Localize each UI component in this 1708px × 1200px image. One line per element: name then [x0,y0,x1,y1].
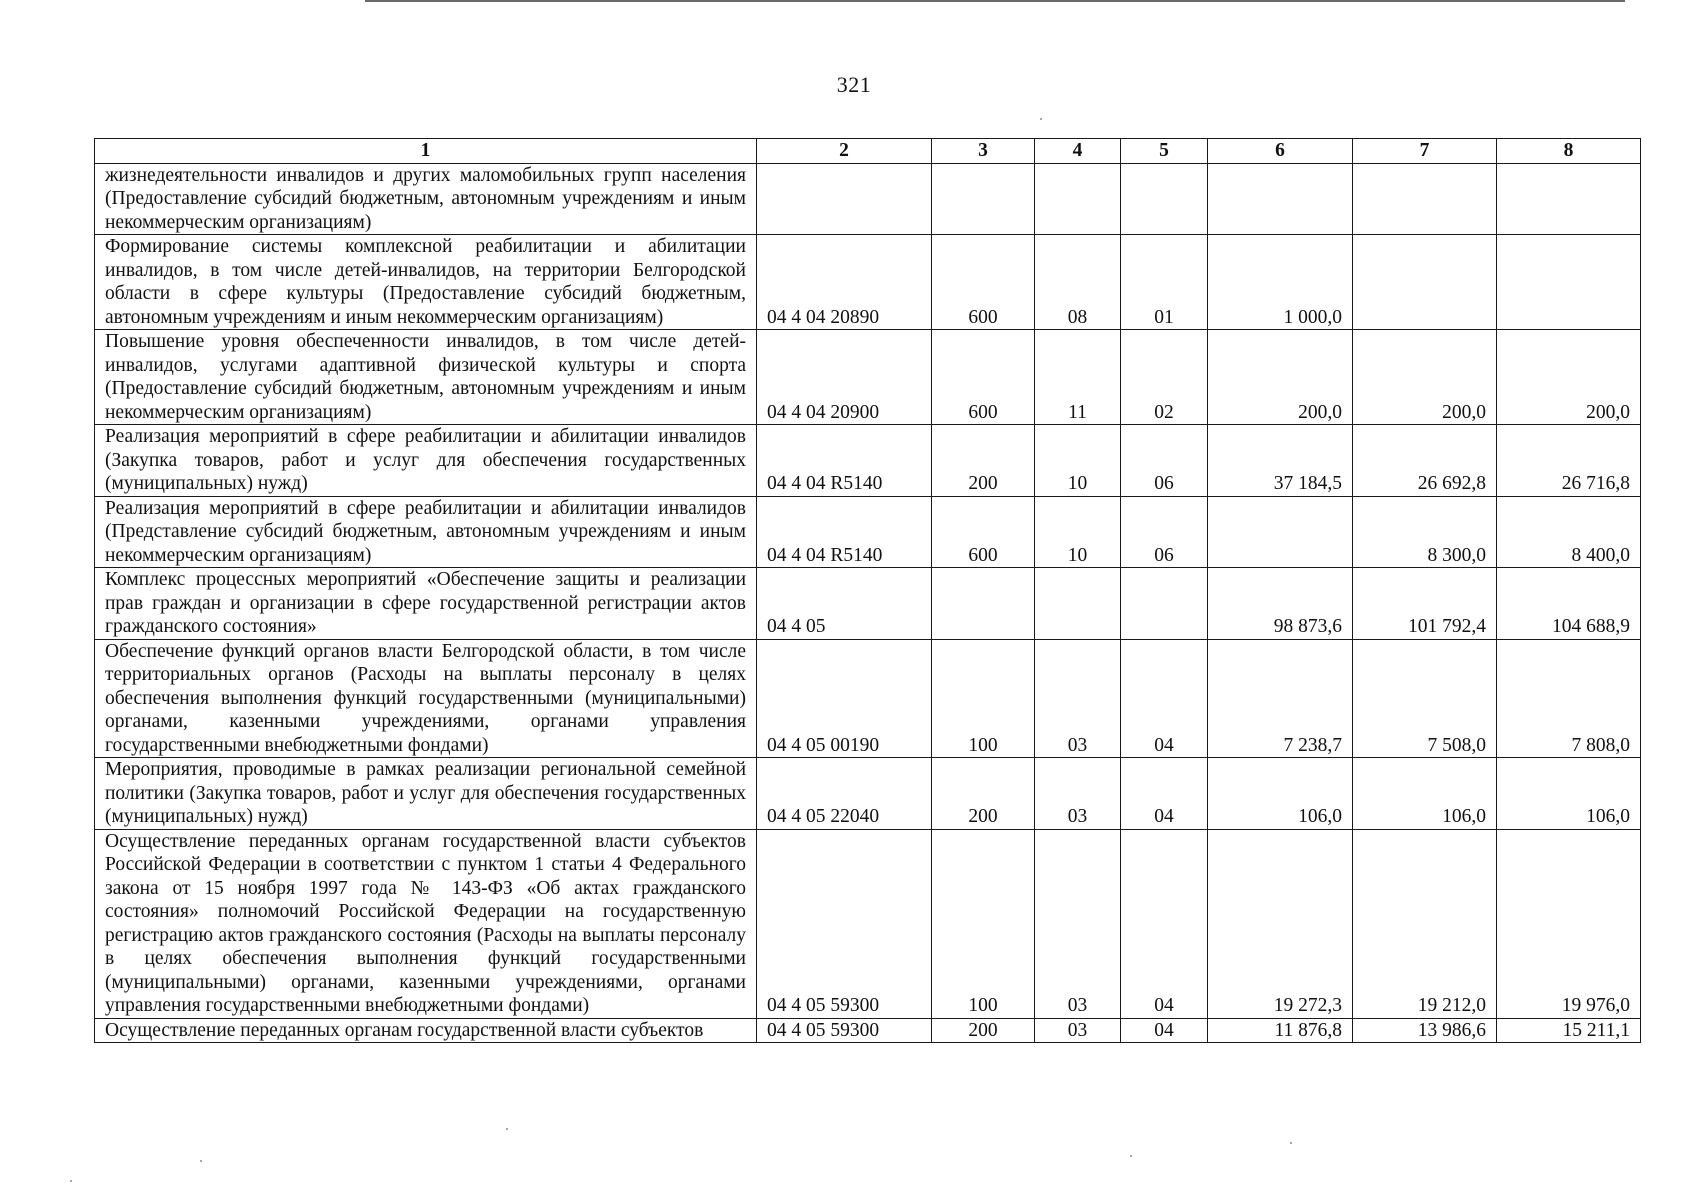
header-cell-4: 4 [1035,139,1121,164]
page-number: 321 [836,72,872,97]
table-row [95,829,1641,1018]
row-subsection: 04 [1121,829,1208,1018]
table-row [95,496,1641,568]
row-amount-col6: 37 184,5 [1208,425,1353,497]
header-cell-7: 7 [1353,139,1497,164]
row-classification-code: 04 4 04 20900 [757,330,932,425]
header-cell-2: 2 [757,139,932,164]
row-amount-col7: 101 792,4 [1353,568,1497,640]
row-amount-col7: 13 986,6 [1353,1018,1497,1043]
row-section [1035,568,1121,640]
row-expense-type: 600 [932,235,1035,330]
header-row [95,139,1641,164]
row-subsection: 01 [1121,235,1208,330]
row-amount-col7 [1353,235,1497,330]
table-row [95,639,1641,758]
scan-speck [1130,1155,1132,1157]
row-section: 03 [1035,758,1121,830]
row-subsection: 04 [1121,1018,1208,1043]
row-subsection: 06 [1121,425,1208,497]
row-amount-col7 [1353,163,1497,235]
row-amount-col6: 19 272,3 [1208,829,1353,1018]
row-classification-code [757,163,932,235]
row-amount-col6 [1208,496,1353,568]
row-expense-type: 600 [932,496,1035,568]
row-classification-code: 04 4 05 [757,568,932,640]
row-amount-col6: 1 000,0 [1208,235,1353,330]
table-row [95,425,1641,497]
row-classification-code: 04 4 05 22040 [757,758,932,830]
header-cell-1: 1 [95,139,757,164]
row-subsection: 02 [1121,330,1208,425]
table-row [95,330,1641,425]
row-subsection: 06 [1121,496,1208,568]
row-section: 11 [1035,330,1121,425]
row-description: Реализация мероприятий в сфере реабилитации и абилитации инвалидов (Закупка товаров, работ и услуг для обеспечения государственных (муниципальных) нужд) [95,425,757,497]
table-row [95,758,1641,830]
row-description: Формирование системы комплексной реабилитации и абилитации инвалидов, в том числе детей-инвалидов, на территории Белгородской области в сфере культуры (Предоставление субсидий бюджетным, автономным учреждениям и иным некоммерческим организациям) [95,235,757,330]
row-amount-col8 [1497,163,1641,235]
table-row [95,163,1641,235]
row-classification-code: 04 4 04 R5140 [757,425,932,497]
row-subsection [1121,163,1208,235]
row-section: 08 [1035,235,1121,330]
row-section: 03 [1035,639,1121,758]
row-amount-col6: 106,0 [1208,758,1353,830]
row-subsection: 04 [1121,639,1208,758]
row-amount-col7: 26 692,8 [1353,425,1497,497]
row-description: Осуществление переданных органам государственной власти субъектов [95,1018,757,1043]
row-classification-code: 04 4 04 20890 [757,235,932,330]
row-section: 10 [1035,425,1121,497]
row-description: Мероприятия, проводимые в рамках реализации региональной семейной политики (Закупка товаров, работ и услуг для обеспечения государственных (муниципальных) нужд) [95,758,757,830]
scan-speck [1290,1142,1292,1144]
row-amount-col7: 106,0 [1353,758,1497,830]
row-expense-type [932,163,1035,235]
row-subsection: 04 [1121,758,1208,830]
row-amount-col6: 7 238,7 [1208,639,1353,758]
row-expense-type: 200 [932,758,1035,830]
scan-speck [1040,118,1042,120]
row-amount-col7: 19 212,0 [1353,829,1497,1018]
row-amount-col7: 8 300,0 [1353,496,1497,568]
row-description: Комплекс процессных мероприятий «Обеспечение защиты и реализации прав граждан и организации в сфере государственной регистрации актов гражданского состояния» [95,568,757,640]
row-description: Обеспечение функций органов власти Белгородской области, в том числе территориальных органов (Расходы на выплаты персоналу в целях обеспечения выполнения функций государственными (муниципальными) органами, казенными учреждениями, органами управления государственными внебюджетными фондами) [95,639,757,758]
scan-speck [70,1180,72,1182]
row-amount-col7: 200,0 [1353,330,1497,425]
table-row [95,235,1641,330]
row-amount-col8 [1497,235,1641,330]
row-section: 03 [1035,829,1121,1018]
row-amount-col8: 7 808,0 [1497,639,1641,758]
row-expense-type [932,568,1035,640]
row-section [1035,163,1121,235]
row-amount-col6: 98 873,6 [1208,568,1353,640]
row-classification-code: 04 4 04 R5140 [757,496,932,568]
row-description: Повышение уровня обеспеченности инвалидов, в том числе детей-инвалидов, услугами адаптивной физической культуры и спорта (Предоставление субсидий бюджетным, автономным учреждениям и иным некоммерческим организациям) [95,330,757,425]
row-description: жизнедеятельности инвалидов и других маломобильных групп населения (Предоставление субсидий бюджетным, автономным учреждениям и иным некоммерческим организациям) [95,163,757,235]
row-classification-code: 04 4 05 59300 [757,829,932,1018]
row-amount-col8: 8 400,0 [1497,496,1641,568]
row-expense-type: 200 [932,425,1035,497]
header-cell-5: 5 [1121,139,1208,164]
row-expense-type: 100 [932,829,1035,1018]
row-classification-code: 04 4 05 00190 [757,639,932,758]
header-cell-6: 6 [1208,139,1353,164]
row-description: Реализация мероприятий в сфере реабилитации и абилитации инвалидов (Представление субсидий бюджетным, автономным учреждениям и иным некоммерческим организациям) [95,496,757,568]
scan-speck [200,1160,202,1162]
header-cell-8: 8 [1497,139,1641,164]
row-expense-type: 100 [932,639,1035,758]
row-expense-type: 200 [932,1018,1035,1043]
row-expense-type: 600 [932,330,1035,425]
header-cell-3: 3 [932,139,1035,164]
row-amount-col6: 200,0 [1208,330,1353,425]
table-row [95,568,1641,640]
row-subsection [1121,568,1208,640]
row-amount-col8: 26 716,8 [1497,425,1641,497]
row-amount-col7: 7 508,0 [1353,639,1497,758]
top-scan-rule [365,0,1625,2]
row-amount-col8: 200,0 [1497,330,1641,425]
row-amount-col6: 11 876,8 [1208,1018,1353,1043]
scan-speck [506,1128,508,1130]
row-amount-col8: 19 976,0 [1497,829,1641,1018]
row-section: 03 [1035,1018,1121,1043]
row-amount-col8: 104 688,9 [1497,568,1641,640]
row-classification-code: 04 4 05 59300 [757,1018,932,1043]
row-amount-col8: 15 211,1 [1497,1018,1641,1043]
row-description: Осуществление переданных органам государственной власти субъектов Российской Федерации в соответствии с пунктом 1 статьи 4 Федерального закона от 15 ноября 1997 года № 143-ФЗ «Об актах гражданского состояния» полномочий Российской Федерации на государственную регистрацию актов гражданского состояния (Расходы на выплаты персоналу в целях обеспечения выполнения функций государственными (муниципальными) органами, казенными учреждениями, органами управления государственными внебюджетными фондами) [95,829,757,1018]
table-row [95,1018,1641,1043]
row-section: 10 [1035,496,1121,568]
row-amount-col6 [1208,163,1353,235]
budget-table [94,138,1641,1043]
row-amount-col8: 106,0 [1497,758,1641,830]
